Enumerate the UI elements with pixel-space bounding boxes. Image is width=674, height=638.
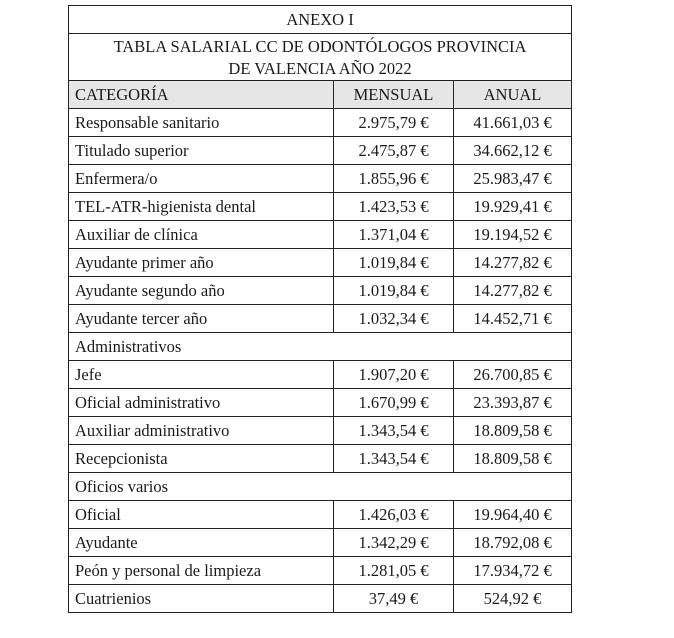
monthly-cell: 37,49 € bbox=[334, 585, 454, 613]
table-row bbox=[69, 305, 572, 333]
table-row bbox=[69, 585, 572, 613]
category-cell: Oficial bbox=[69, 501, 334, 529]
table-row bbox=[69, 389, 572, 417]
annual-cell: 19.929,41 € bbox=[454, 193, 572, 221]
annual-cell: 41.661,03 € bbox=[454, 109, 572, 137]
title-line-2: DE VALENCIA AÑO 2022 bbox=[228, 59, 412, 78]
header-monthly: MENSUAL bbox=[334, 81, 454, 109]
category-cell: Jefe bbox=[69, 361, 334, 389]
monthly-cell: 1.342,29 € bbox=[334, 529, 454, 557]
annual-cell: 19.964,40 € bbox=[454, 501, 572, 529]
header-category: CATEGORÍA bbox=[69, 81, 334, 109]
category-cell: Cuatrienios bbox=[69, 585, 334, 613]
monthly-cell: 1.670,99 € bbox=[334, 389, 454, 417]
monthly-cell: 2.975,79 € bbox=[334, 109, 454, 137]
table-row bbox=[69, 501, 572, 529]
annual-cell: 14.277,82 € bbox=[454, 249, 572, 277]
title-row bbox=[69, 34, 572, 81]
monthly-cell: 1.281,05 € bbox=[334, 557, 454, 585]
table-row bbox=[69, 445, 572, 473]
table-row bbox=[69, 109, 572, 137]
annual-cell: 18.809,58 € bbox=[454, 417, 572, 445]
category-cell: Ayudante tercer año bbox=[69, 305, 334, 333]
table-row bbox=[69, 165, 572, 193]
category-cell: Ayudante primer año bbox=[69, 249, 334, 277]
monthly-cell: 1.019,84 € bbox=[334, 249, 454, 277]
monthly-cell: 1.855,96 € bbox=[334, 165, 454, 193]
monthly-cell: 1.426,03 € bbox=[334, 501, 454, 529]
category-cell: Auxiliar de clínica bbox=[69, 221, 334, 249]
table-row bbox=[69, 137, 572, 165]
salary-table bbox=[68, 5, 572, 613]
header-row bbox=[69, 81, 572, 109]
category-cell: Oficial administrativo bbox=[69, 389, 334, 417]
header-annual: ANUAL bbox=[454, 81, 572, 109]
table-title bbox=[69, 34, 572, 81]
table-row bbox=[69, 529, 572, 557]
annex-row bbox=[69, 6, 572, 34]
category-cell: Responsable sanitario bbox=[69, 109, 334, 137]
annual-cell: 34.662,12 € bbox=[454, 137, 572, 165]
annual-cell: 18.792,08 € bbox=[454, 529, 572, 557]
category-cell: TEL-ATR-higienista dental bbox=[69, 193, 334, 221]
section-row bbox=[69, 333, 572, 361]
table-row bbox=[69, 417, 572, 445]
category-cell: Peón y personal de limpieza bbox=[69, 557, 334, 585]
monthly-cell: 1.019,84 € bbox=[334, 277, 454, 305]
section-row bbox=[69, 473, 572, 501]
monthly-cell: 1.032,34 € bbox=[334, 305, 454, 333]
annual-cell: 18.809,58 € bbox=[454, 445, 572, 473]
section-label: Administrativos bbox=[69, 333, 572, 361]
table-row bbox=[69, 193, 572, 221]
monthly-cell: 1.907,20 € bbox=[334, 361, 454, 389]
monthly-cell: 1.343,54 € bbox=[334, 417, 454, 445]
table-row bbox=[69, 361, 572, 389]
monthly-cell: 1.343,54 € bbox=[334, 445, 454, 473]
annex-title: ANEXO I bbox=[69, 6, 572, 34]
annual-cell: 23.393,87 € bbox=[454, 389, 572, 417]
annual-cell: 19.194,52 € bbox=[454, 221, 572, 249]
category-cell: Titulado superior bbox=[69, 137, 334, 165]
category-cell: Ayudante bbox=[69, 529, 334, 557]
monthly-cell: 1.423,53 € bbox=[334, 193, 454, 221]
monthly-cell: 1.371,04 € bbox=[334, 221, 454, 249]
table-row bbox=[69, 557, 572, 585]
annual-cell: 524,92 € bbox=[454, 585, 572, 613]
monthly-cell: 2.475,87 € bbox=[334, 137, 454, 165]
category-cell: Ayudante segundo año bbox=[69, 277, 334, 305]
table-row bbox=[69, 221, 572, 249]
annual-cell: 26.700,85 € bbox=[454, 361, 572, 389]
annual-cell: 17.934,72 € bbox=[454, 557, 572, 585]
annual-cell: 25.983,47 € bbox=[454, 165, 572, 193]
section-label: Oficios varios bbox=[69, 473, 572, 501]
title-line-1: TABLA SALARIAL CC DE ODONTÓLOGOS PROVINCIA bbox=[113, 37, 527, 56]
annual-cell: 14.277,82 € bbox=[454, 277, 572, 305]
table-row bbox=[69, 249, 572, 277]
category-cell: Auxiliar administrativo bbox=[69, 417, 334, 445]
annual-cell: 14.452,71 € bbox=[454, 305, 572, 333]
category-cell: Enfermera/o bbox=[69, 165, 334, 193]
table-row bbox=[69, 277, 572, 305]
category-cell: Recepcionista bbox=[69, 445, 334, 473]
